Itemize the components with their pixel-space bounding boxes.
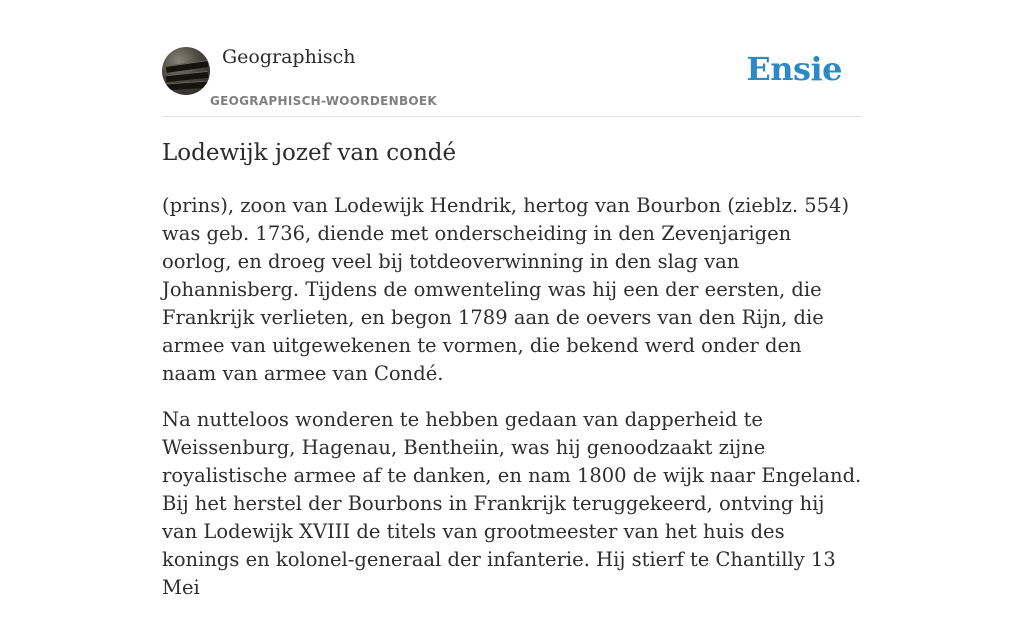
page [162,0,862,599]
ensie-logo[interactable]: Ensie [746,50,842,88]
article-paragraph: (prins), zoon van Lodewijk Hendrik, hertog van Bourbon (zieblz. 554) was geb. 1736, diende met onderscheiding in den Zevenjarigen oorlog, en droeg veel bij totdeoverwinning in den slag van Johannisberg. Tijdens de omwenteling was hij een der eersten, die Frankrijk verlieten, en begon 1789 aan de oevers van den Rijn, die armee van uitgewekenen te vormen, die bekend werd onder den naam van armee van Condé. [162,194,850,385]
article-paragraph: Na nutteloos wonderen te hebben gedaan van dapperheid te Weissenburg, Hagenau, Bentheiin, was hij genoodzaakt zijne royalistische armee af te danken, en nam 1800 de wijk naar Engeland. Bij het herstel der Bourbons in Frankrijk teruggekeerd, ontving hij van Lodewijk XVIII de titels van grootmeester van het huis des konings en kolonel-generaal der infanterie. Hij stierf te Chantilly 13 Mei [162,408,862,599]
article-title: Lodewijk jozef van condé [162,140,457,166]
article-body [162,192,862,620]
publication-subtitle[interactable]: GEOGRAPHISCH-WOORDENBOEK [210,94,437,108]
publication-header [162,0,862,117]
publication-name[interactable]: Geographisch [222,46,356,68]
publication-avatar[interactable] [162,47,210,95]
